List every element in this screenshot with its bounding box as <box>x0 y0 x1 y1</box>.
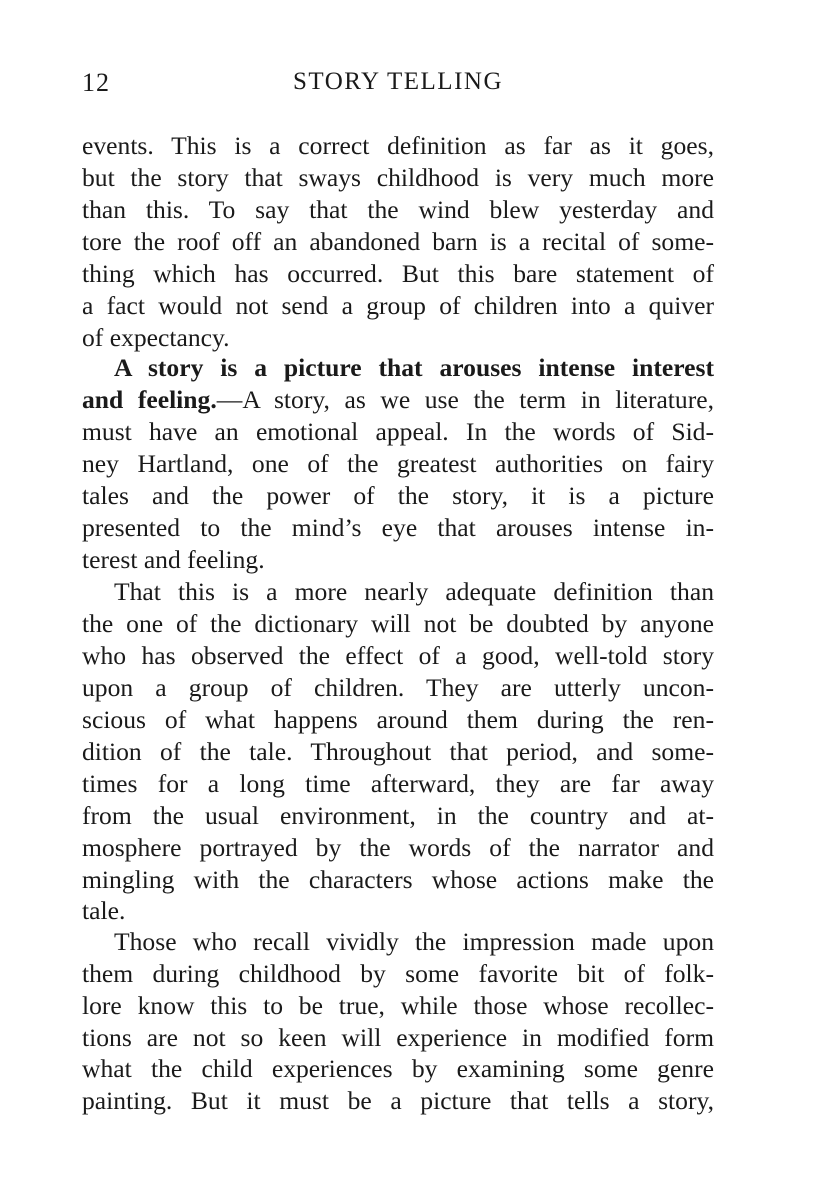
body-line: them during childhood by some favorite bit of folk- <box>82 959 714 988</box>
body-line: a fact would not send a group of children into a quiver <box>82 291 714 320</box>
body-line: presented to the mind’s eye that arouses intense in- <box>82 513 714 542</box>
body-line: tore the roof off an abandoned barn is a recital of some- <box>82 227 714 256</box>
body-line: tales and the power of the story, it is a picture <box>82 481 714 510</box>
body-line: tions are not so keen will experience in modified form <box>82 1023 714 1052</box>
running-head <box>82 68 714 108</box>
page-number: 12 <box>82 68 110 97</box>
body-line: than this. To say that the wind blew yesterday and <box>82 195 714 224</box>
body-line <box>82 384 714 416</box>
body-text: —A story, as we use the term in literature, <box>216 385 714 414</box>
body-line: ney Hartland, one of the greatest authorities on fairy <box>82 449 714 478</box>
body-line: the one of the dictionary will not be doubted by anyone <box>82 609 714 638</box>
body-line: but the story that sways childhood is very much more <box>82 163 714 192</box>
body-line: scious of what happens around them during the ren- <box>82 705 714 734</box>
body-line: upon a group of children. They are utterly uncon- <box>82 673 714 702</box>
body-line: times for a long time afterward, they are far away <box>82 769 714 798</box>
body-line: events. This is a correct definition as far as it goes, <box>82 131 714 160</box>
body-line: of expectancy. <box>82 323 230 352</box>
section-heading-line <box>114 352 714 384</box>
section-heading-end: and feeling. <box>82 385 217 414</box>
body-line: must have an emotional appeal. In the words of Sid- <box>82 417 714 446</box>
body-line: what the child experiences by examining some genre <box>82 1054 714 1083</box>
body-line: mosphere portrayed by the words of the narrator and <box>82 833 714 862</box>
body-line: thing which has occurred. But this bare statement of <box>82 259 714 288</box>
body-line: who has observed the effect of a good, well-told story <box>82 641 714 670</box>
body-line: That this is a more nearly adequate definition than <box>114 577 714 606</box>
body-line: tale. <box>82 896 126 925</box>
running-title: STORY TELLING <box>292 68 503 95</box>
body-line: terest and feeling. <box>82 545 265 574</box>
body-line: painting. But it must be a picture that tells a story, <box>82 1086 714 1115</box>
section-heading: A story is a picture that arouses intense interest <box>114 353 714 382</box>
body-line: mingling with the characters whose actions make the <box>82 865 714 894</box>
body-line: Those who recall vividly the impression made upon <box>114 927 714 956</box>
body-line: dition of the tale. Throughout that period, and some- <box>82 737 714 766</box>
body-line: from the usual environment, in the country and at- <box>82 801 714 830</box>
body-line: lore know this to be true, while those whose recollec- <box>82 991 714 1020</box>
